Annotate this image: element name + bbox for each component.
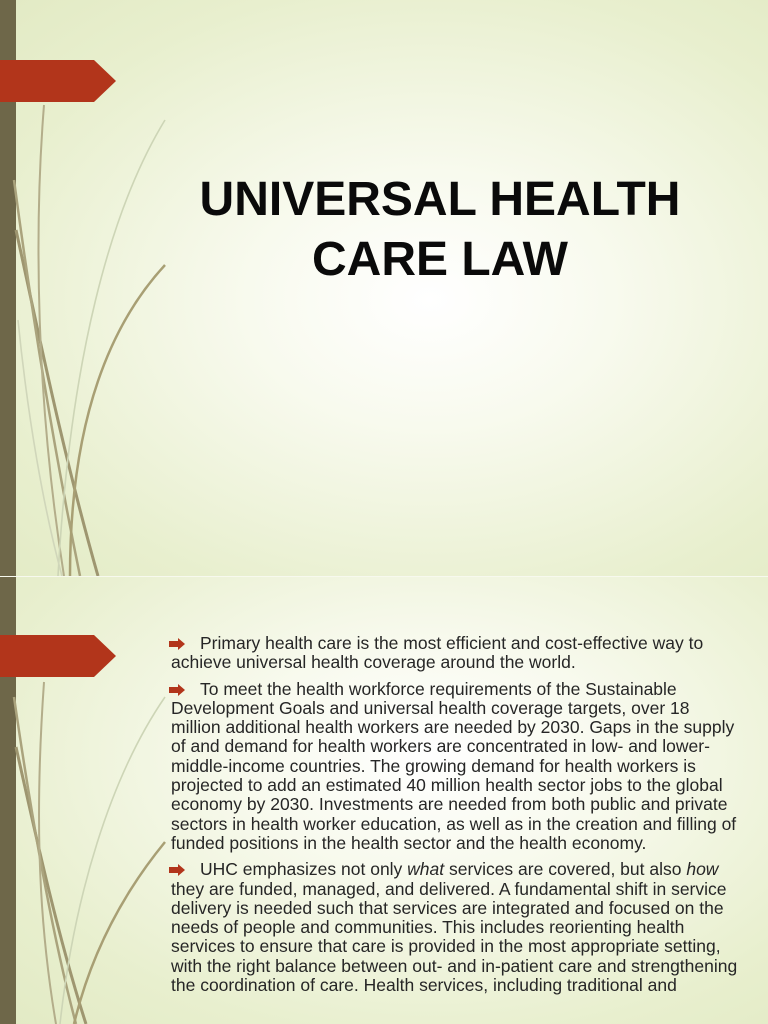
content-slide <box>0 577 768 1024</box>
right-arrow-icon <box>169 684 185 696</box>
bullet-emphasis: how <box>686 859 719 880</box>
bullet-text: To meet the health workforce requirements of the Sustainable Development Goals and universal health coverage targets, over 18 million additional health workers are needed by 2030. Gaps in the supply of and demand for health workers are concentrated in low- and lower-middle-income countries. The growing demand for health workers is projected to add an estimated 40 million health sector jobs to the global economy by 2030. Investments are needed from both public and private sectors in health worker education, as well as in the creation and filling of funded positions in the health sector and the health economy. <box>171 678 737 853</box>
bullet-text-part: they are funded, managed, and delivered. A fundamental shift in service delivery is needed such that services are integrated and focused on the needs of people and communities. This includes reorienting health services to ensure that care is provided in the most appropriate setting, with the right balance between out- and in-patient care and strengthening the coordination of care. Health services, including traditional and <box>171 878 738 996</box>
grass-stems-decoration <box>0 577 180 1024</box>
bullet-emphasis: what <box>407 859 445 880</box>
right-arrow-icon <box>169 638 185 650</box>
bullet-list <box>171 634 739 1002</box>
title-line-2: CARE LAW <box>312 233 568 286</box>
bullet-item <box>171 634 739 673</box>
bullet-text-part: UHC emphasizes not only <box>200 859 408 880</box>
slide-title <box>150 170 730 290</box>
title-line-1: UNIVERSAL HEALTH <box>199 173 681 226</box>
bullet-text-part: services are covered, but also <box>444 859 687 880</box>
right-arrow-icon <box>169 864 185 876</box>
bullet-item <box>171 860 739 995</box>
bullet-item <box>171 680 739 854</box>
bullet-text: Primary health care is the most efficient and cost-effective way to achieve universal health coverage around the world. <box>171 633 704 673</box>
